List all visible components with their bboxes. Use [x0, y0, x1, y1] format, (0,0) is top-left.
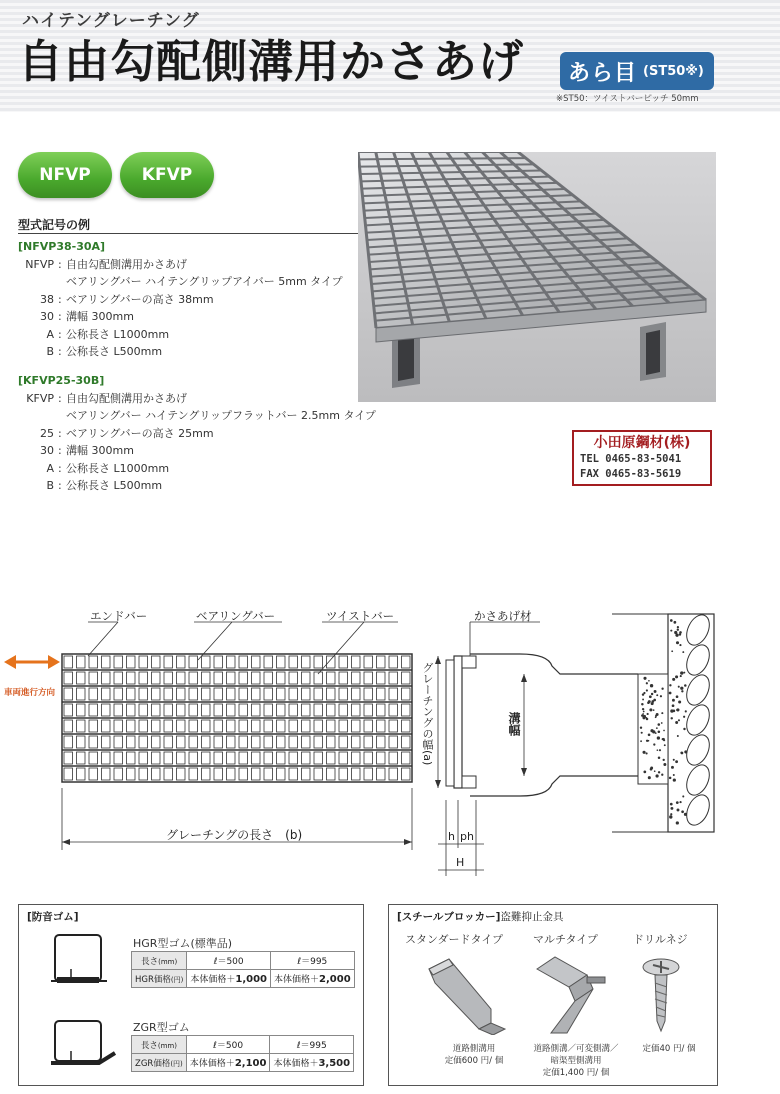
blocker-box [388, 904, 718, 1086]
table-cell: 本体価格＋1,000 [187, 970, 271, 988]
spec-key: B [46, 345, 54, 358]
label-width: グレーチングの幅(a) [421, 662, 434, 766]
spec-value: ベアリングバーの高さ 38mm [66, 292, 214, 306]
label-raise-material: かさあげ材 [474, 609, 532, 623]
blocker-standard-label: スタンダードタイプ [405, 933, 504, 946]
table-cell: ℓ＝500 [186, 1036, 270, 1054]
label-channel-width: 溝幅 [507, 712, 521, 736]
table-cell: 本体価格＋2,100 [186, 1054, 270, 1072]
label-bearing-bar: ベアリングバー [196, 609, 276, 623]
spec-key: KFVP [26, 391, 54, 405]
spec-example-kfvp [18, 372, 376, 495]
blocker-drill-label: ドリルネジ [633, 933, 688, 946]
series-title: ハイテングレーチング [22, 11, 200, 31]
table-cell: ℓ＝500 [187, 952, 271, 970]
spec-row: KFVP : 自由勾配側溝用かさあげ [18, 390, 376, 408]
spec-value: 公称長さ L500mm [66, 345, 163, 358]
spec-value: 自由勾配側溝用かさあげ [66, 257, 187, 271]
blocker-title: [スチールブロッカー]盗難抑止金具 [397, 911, 564, 923]
spec-row: NFVP : 自由勾配側溝用かさあげ [18, 256, 343, 274]
company-tel: TEL 0465-83-5041 [580, 453, 682, 465]
zgr-rubber-icon [49, 1015, 119, 1075]
page-title: 自由勾配側溝用かさあげ [18, 35, 525, 88]
model-pill-nfvp: NFVP [18, 152, 112, 198]
label-ph: ph [460, 830, 474, 843]
label-direction: 車両進行方向 [4, 688, 56, 698]
hgr-rubber-icon [49, 929, 109, 989]
spec-row [18, 407, 376, 425]
pitch-note: ※ST50：ツイストバーピッチ 50mm [556, 94, 699, 104]
product-photo [358, 152, 716, 402]
label-H: H [456, 856, 465, 869]
table-cell: 本体価格＋3,500 [270, 1054, 354, 1072]
multi-note: 道路側溝／可変側溝／ 暗渠型側溝用 定価1,400 円/ 個 [533, 1044, 619, 1078]
drawing-canvas [0, 600, 780, 890]
table-cell: 本体価格＋2,000 [271, 970, 355, 988]
spec-key: A [46, 327, 54, 341]
header-band [0, 0, 780, 112]
table-cell: 長さ(mm) [132, 1036, 187, 1054]
zgr-name: ZGR型ゴム [133, 1021, 190, 1034]
spec-key: B [46, 479, 54, 492]
type-badge-sub: (ST50※) [643, 63, 704, 79]
drill-note: 定価40 円/ 個 [642, 1044, 696, 1054]
standard-blocker-icon [419, 949, 509, 1035]
grating-photo-illustration [358, 152, 716, 402]
spec-key [18, 407, 58, 425]
technical-drawing [0, 600, 780, 890]
hgr-name: HGR型ゴム(標準品) [133, 937, 233, 950]
spec-code: [NFVP38-30A] [18, 240, 106, 253]
example-heading: 型式記号の例 [18, 218, 91, 232]
drill-screw-icon [637, 955, 687, 1035]
table-cell: ℓ＝995 [271, 952, 355, 970]
spec-key: 30 [40, 310, 54, 323]
rubber-title: [防音ゴム] [27, 911, 79, 923]
label-h: h [448, 830, 455, 843]
divider [18, 233, 358, 234]
spec-value: 溝幅 300mm [66, 444, 134, 457]
table-cell: ZGR価格(円) [132, 1054, 187, 1072]
label-twist-bar: ツイストバー [326, 609, 395, 623]
spec-value: 公称長さ L1000mm [66, 327, 170, 341]
table-cell: HGR価格(円) [132, 970, 187, 988]
spec-value: 溝幅 300mm [66, 310, 134, 323]
multi-blocker-icon [527, 949, 617, 1039]
spec-value: ベアリングバーの高さ 25mm [66, 426, 214, 440]
spec-value: ベアリングバー ハイテングリップフラットバー 2.5mm タイプ [66, 409, 376, 422]
spec-row: 25 : ベアリングバーの高さ 25mm [18, 425, 376, 443]
raise-material [462, 656, 476, 668]
spec-value: 公称長さ L1000mm [66, 461, 170, 475]
spec-key: 38 [40, 292, 54, 306]
zgr-price-table [131, 1035, 354, 1072]
spec-row: 30 : 溝幅 300mm [18, 308, 343, 326]
spec-row: B : 公称長さ L500mm [18, 343, 343, 361]
spec-row: B : 公称長さ L500mm [18, 477, 376, 495]
hgr-price-table [131, 951, 355, 988]
rubber-box [18, 904, 364, 1086]
standard-note: 道路側溝用 定価600 円/ 個 [444, 1044, 504, 1066]
blocker-multi-label: マルチタイプ [533, 933, 598, 946]
spec-row: 30 : 溝幅 300mm [18, 442, 376, 460]
type-badge-main: あら目 [568, 60, 638, 86]
table-cell: 長さ(mm) [132, 952, 187, 970]
grating-section [454, 656, 462, 788]
spec-value: ベアリングバー ハイテングリップアイバー 5mm タイプ [66, 275, 343, 288]
spec-key: NFVP [25, 257, 54, 271]
spec-row: A : 公称長さ L1000mm [18, 326, 343, 344]
spec-value: 公称長さ L500mm [66, 479, 163, 492]
spec-key: 25 [40, 426, 54, 440]
company-name: 小田原鋼材(株) [593, 435, 691, 451]
model-pill-kfvp: KFVP [120, 152, 214, 198]
table-cell: ℓ＝995 [270, 1036, 354, 1054]
label-length: グレーチングの長さ (b) [166, 828, 303, 842]
company-stamp [572, 430, 712, 486]
spec-row: A : 公称長さ L1000mm [18, 460, 376, 478]
spec-key [18, 273, 58, 291]
spec-value: 自由勾配側溝用かさあげ [66, 391, 187, 405]
label-end-bar: エンドバー [90, 609, 148, 623]
spec-row [18, 273, 343, 291]
spec-key: A [46, 461, 54, 475]
spec-key: 30 [40, 444, 54, 457]
spec-example-nfvp [18, 238, 343, 361]
type-badge [560, 52, 714, 90]
spec-row: 38 : ベアリングバーの高さ 38mm [18, 291, 343, 309]
direction-arrow-icon [4, 655, 60, 669]
company-fax: FAX 0465-83-5619 [580, 468, 682, 480]
spec-code: [KFVP25-30B] [18, 374, 105, 387]
